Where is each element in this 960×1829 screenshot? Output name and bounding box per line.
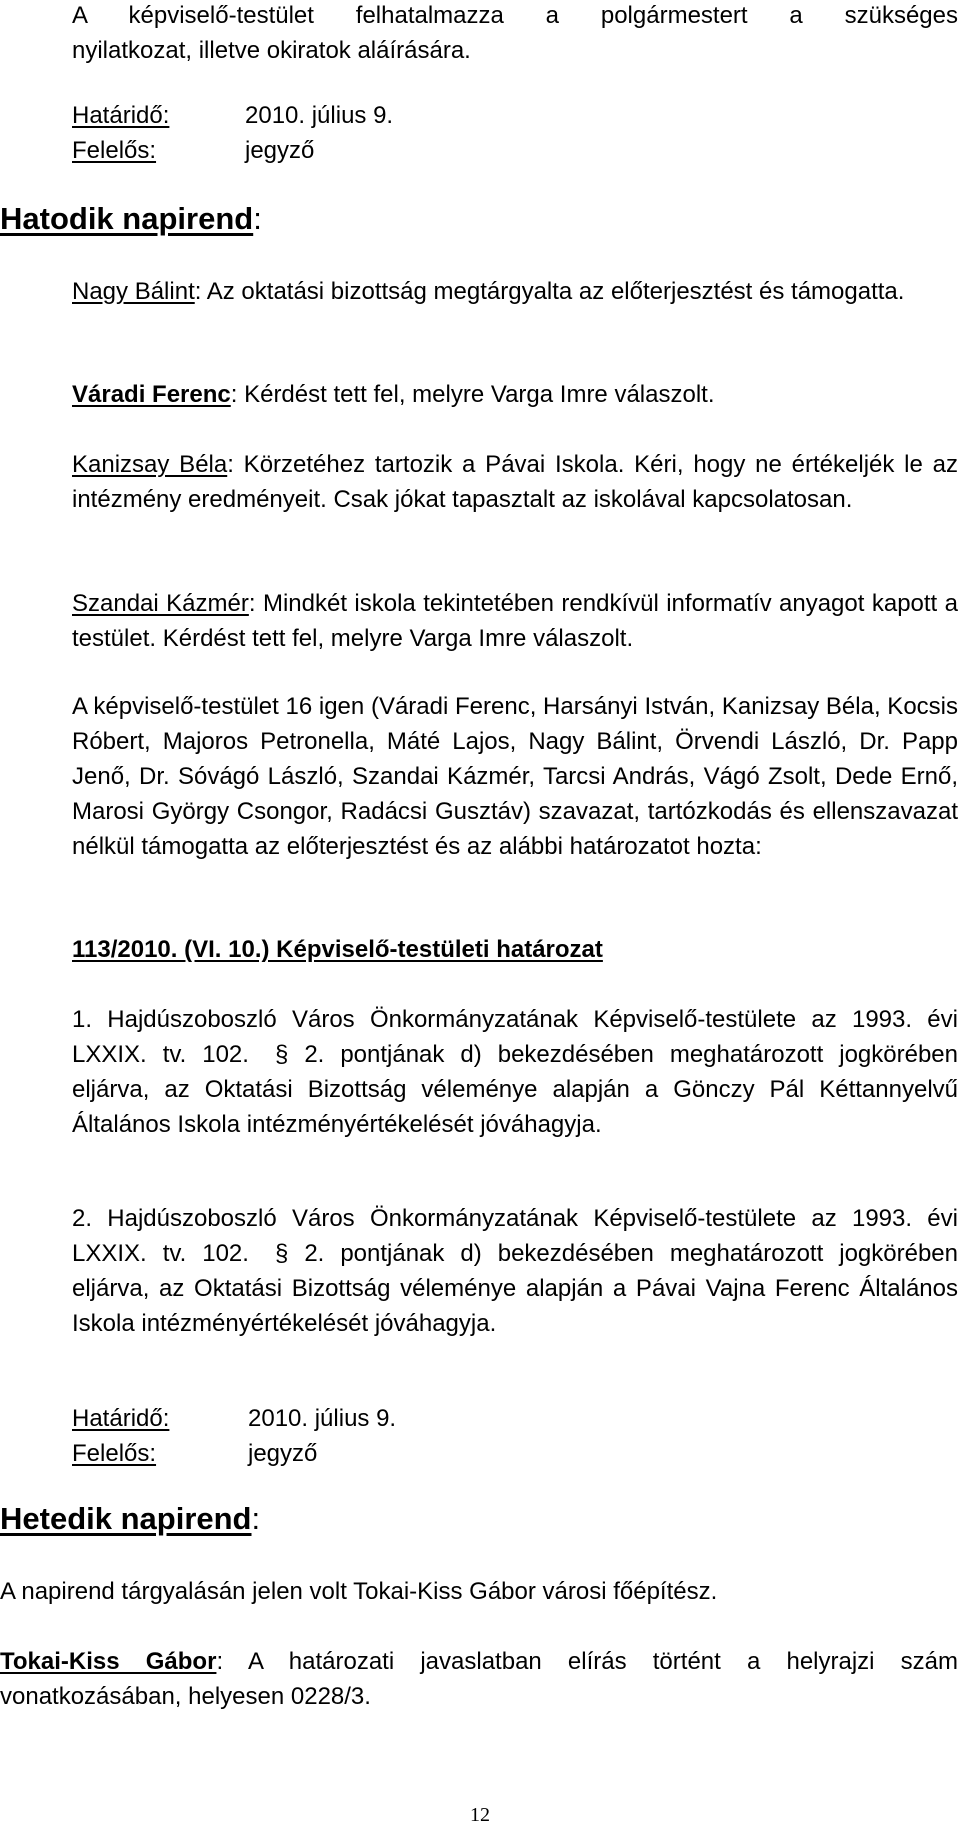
vote-paragraph: A képviselő-testület 16 igen (Váradi Ferenc, Harsányi István, Kanizsay Béla, Kocsis Róbert, Majoros Petronella, Máté Lajos, Nagy Bálint, Örvendi László, Dr. Papp Jenő, Dr. Sóvágó László, Szandai Kázmér, Tarcsi András, Vágó Zsolt, Dede Ernő, Marosi György Csongor, Radácsi Gusztáv) szavazat, tartózkodás és ellenszavazat nélkül támogatta az előterjesztést és az alábbi határozatot hozta: [72, 693, 958, 860]
resolution-item-2 [72, 1201, 958, 1341]
speaker-text: : Mindkét iskola tekintetében rendkívül informatív anyagot kapott a testület. Kérdést tett fel, melyre Varga Imre válaszolt. [72, 590, 958, 652]
responsible-row-2 [72, 1436, 958, 1471]
section-sign: § [274, 1041, 289, 1068]
responsible-value: jegyző [245, 137, 315, 164]
agenda-colon: : [253, 201, 262, 236]
speaker-paragraph-kanizsay [72, 447, 958, 517]
responsible-row-1 [72, 133, 958, 168]
item-text-b: 2. pontjának d) bekezdésében meghatározott jogkörében eljárva, az Oktatási Bizottság véleménye alapján a Gönczy Pál Kéttannyelvű Általános Iskola intézményértékelését jóváhagyja. [72, 1041, 959, 1138]
speaker-text: : Körzetéhez tartozik a Pávai Iskola. Kéri, hogy ne értékeljék le az intézmény eredményeit. Csak jókat tapasztalt az iskolával kapcsolatosan. [72, 451, 958, 513]
deadline-row-1 [72, 98, 958, 133]
deadline-label: Határidő: [72, 1405, 170, 1432]
responsible-label: Felelős: [72, 1440, 157, 1467]
deadline-value: 2010. július 9. [245, 102, 394, 129]
deadline-block-2 [72, 1401, 958, 1471]
item-text-b: 2. pontjának d) bekezdésében meghatározott jogkörében eljárva, az Oktatási Bizottság véleménye alapján a Pávai Vajna Ferenc Általános Iskola intézményértékelését jóváhagyja. [72, 1240, 959, 1337]
agenda-heading-7 [0, 1500, 260, 1538]
agenda-colon: : [251, 1501, 261, 1536]
speaker-text: : A határozati javaslatban elírás történt a helyrajzi szám vonatkozásában, helyesen 0228/3. [0, 1648, 959, 1710]
speaker-paragraph-varadi [72, 377, 958, 412]
intro-paragraph [72, 0, 958, 68]
deadline-label: Határidő: [72, 102, 170, 129]
responsible-label: Felelős: [72, 137, 157, 164]
agenda-title: Hetedik napirend [0, 1501, 252, 1536]
speaker-name: Váradi Ferenc [72, 381, 231, 408]
resolution-item-1 [72, 1002, 958, 1142]
agenda-heading-6 [0, 200, 262, 238]
speaker-name: Nagy Bálint [72, 278, 195, 305]
item-text-a: 1. Hajdúszoboszló Város Önkormányzatának Képviselő-testülete az 1993. évi LXXIX. tv. 102. [72, 1006, 958, 1068]
intro-line-2: nyilatkozat, illetve okiratok aláírására. [72, 37, 471, 64]
speaker-paragraph-szandai [72, 586, 958, 656]
deadline-block-1 [72, 98, 958, 168]
present-paragraph: A napirend tárgyalásán jelen volt Tokai-Kiss Gábor városi főépítész. [0, 1578, 718, 1605]
speaker-name: Kanizsay Béla [72, 451, 228, 478]
item-text-a: 2. Hajdúszoboszló Város Önkormányzatának Képviselő-testülete az 1993. évi LXXIX. tv. 102. [72, 1205, 958, 1267]
resolution-title [72, 932, 958, 967]
resolution-title-text: 113/2010. (VI. 10.) Képviselő-testületi határozat [72, 936, 603, 963]
speaker-text: : Az oktatási bizottság megtárgyalta az előterjesztést és támogatta. [194, 278, 905, 305]
speaker-text: : Kérdést tett fel, melyre Varga Imre válaszolt. [230, 381, 715, 408]
speaker-name: Szandai Kázmér [72, 590, 249, 617]
speaker-name: Tokai-Kiss Gábor [0, 1648, 217, 1675]
section-sign: § [274, 1240, 289, 1267]
agenda-title: Hatodik napirend [0, 201, 254, 236]
deadline-value: 2010. július 9. [248, 1405, 397, 1432]
deadline-row-2 [72, 1401, 958, 1436]
intro-line-1: A képviselő-testület felhatalmazza a polgármestert a szükséges [72, 2, 958, 29]
speaker-paragraph-nagy [72, 274, 958, 309]
speaker-paragraph-tokai [0, 1644, 958, 1714]
page-number: 12 [470, 1804, 490, 1826]
responsible-value: jegyző [248, 1440, 318, 1467]
